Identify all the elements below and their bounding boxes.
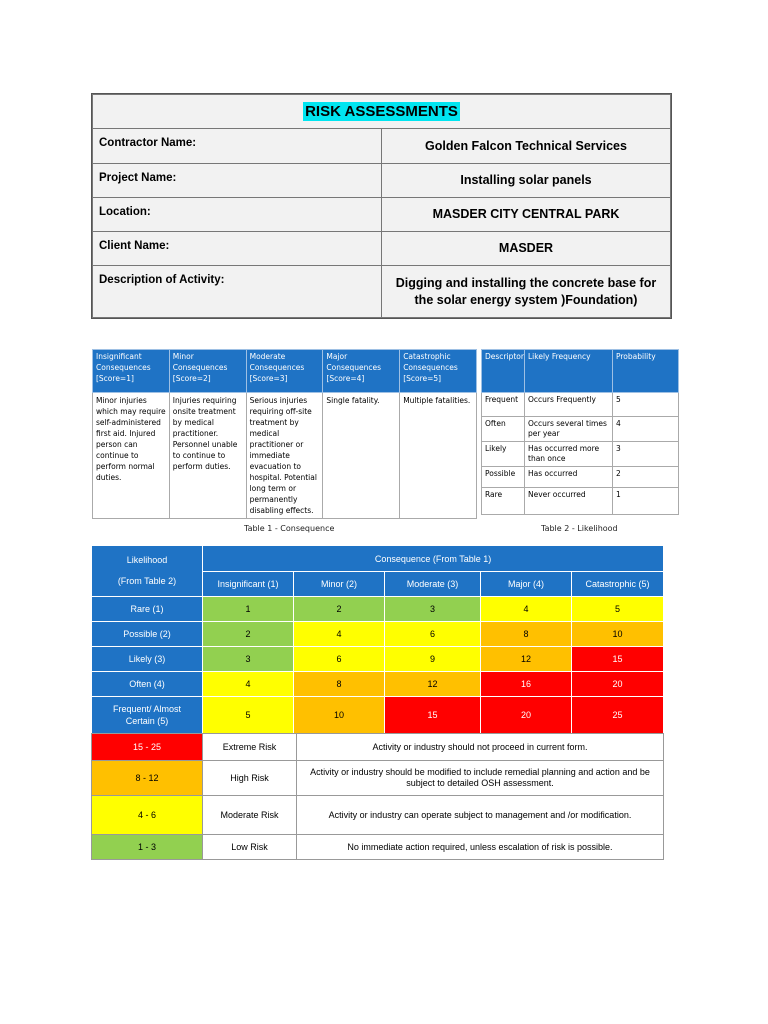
descriptor-cell: Likely (482, 442, 525, 467)
descriptor-cell: Possible (482, 467, 525, 488)
legend-action: No immediate action required, unless escalation of risk is possible. (297, 835, 664, 860)
legend-action: Activity or industry can operate subject to management and /or modification. (297, 796, 664, 835)
matrix-cell: 3 (385, 597, 481, 622)
frequency-cell: Never occurred (525, 488, 613, 515)
consequence-header: Minor Consequences [Score=2] (169, 350, 246, 393)
project-info-table (91, 93, 672, 319)
project-label: Project Name: (93, 164, 382, 198)
consequence-group-header: Consequence (From Table 1) (203, 546, 664, 572)
consequence-header: Insignificant Consequences [Score=1] (93, 350, 170, 393)
likelihood-row (482, 393, 679, 417)
frequency-cell: Has occurred more than once (525, 442, 613, 467)
matrix-column-header: Major (4) (481, 572, 572, 597)
probability-cell: 4 (613, 417, 679, 442)
consequence-caption: Table 1 - Consequence (244, 524, 335, 533)
descriptor-cell: Rare (482, 488, 525, 515)
descriptor-cell: Often (482, 417, 525, 442)
frequency-cell: Occurs Frequently (525, 393, 613, 417)
likelihood-header: Descriptor (482, 350, 525, 393)
descriptor-cell: Frequent (482, 393, 525, 417)
matrix-cell: 10 (572, 622, 664, 647)
legend-range: 1 - 3 (92, 835, 203, 860)
matrix-cell: 15 (385, 697, 481, 734)
matrix-column-header: Moderate (3) (385, 572, 481, 597)
matrix-cell: 6 (385, 622, 481, 647)
probability-cell: 2 (613, 467, 679, 488)
matrix-cell: 12 (481, 647, 572, 672)
likelihood-header: Probability (613, 350, 679, 393)
matrix-row (92, 622, 664, 647)
likelihood-row (482, 417, 679, 442)
consequence-header: Moderate Consequences [Score=3] (246, 350, 323, 393)
likelihood-corner-header (92, 546, 203, 597)
likelihood-header: Likely Frequency (525, 350, 613, 393)
matrix-cell: 4 (294, 622, 385, 647)
location-value: MASDER CITY CENTRAL PARK (382, 198, 671, 232)
matrix-cell: 6 (294, 647, 385, 672)
legend-row (92, 761, 664, 796)
matrix-cell: 3 (203, 647, 294, 672)
legend-row (92, 734, 664, 761)
matrix-cell: 15 (572, 647, 664, 672)
matrix-row-label: Possible (2) (92, 622, 203, 647)
corner-line2: (From Table 2) (117, 576, 177, 586)
matrix-cell: 12 (385, 672, 481, 697)
matrix-row (92, 597, 664, 622)
consequence-header: Major Consequences [Score=4] (323, 350, 400, 393)
legend-action: Activity or industry should not proceed in current form. (297, 734, 664, 761)
legend-row (92, 835, 664, 860)
probability-cell: 1 (613, 488, 679, 515)
matrix-cell: 25 (572, 697, 664, 734)
likelihood-row (482, 442, 679, 467)
matrix-cell: 5 (203, 697, 294, 734)
matrix-column-header: Minor (2) (294, 572, 385, 597)
legend-level: Extreme Risk (203, 734, 297, 761)
consequence-cell: Single fatality. (323, 393, 400, 519)
matrix-column-header: Catastrophic (5) (572, 572, 664, 597)
matrix-cell: 10 (294, 697, 385, 734)
matrix-row-label: Likely (3) (92, 647, 203, 672)
consequence-cell: Minor injuries which may require self-administered first aid. Injured person can continue to perform normal duties. (93, 393, 170, 519)
legend-action: Activity or industry should be modified to include remedial planning and action and be subject to detailed OSH assessment. (297, 761, 664, 796)
matrix-cell: 16 (481, 672, 572, 697)
matrix-column-header: Insignificant (1) (203, 572, 294, 597)
consequence-cell: Injuries requiring onsite treatment by medical practitioner. Personnel unable to continue to perform duties. (169, 393, 246, 519)
matrix-cell: 4 (481, 597, 572, 622)
matrix-cell: 1 (203, 597, 294, 622)
page-title: RISK ASSESSMENTS (305, 103, 458, 120)
contractor-label: Contractor Name: (93, 129, 382, 164)
frequency-cell: Occurs several times per year (525, 417, 613, 442)
matrix-cell: 8 (481, 622, 572, 647)
consequence-header: Catastrophic Consequences [Score=5] (400, 350, 477, 393)
risk-legend-table (91, 733, 664, 860)
location-label: Location: (93, 198, 382, 232)
title-cell (93, 95, 671, 129)
corner-line1: Likelihood (126, 555, 168, 565)
probability-cell: 3 (613, 442, 679, 467)
description-value: Digging and installing the concrete base for the solar energy system )Foundation) (382, 266, 671, 318)
legend-row (92, 796, 664, 835)
legend-level: Moderate Risk (203, 796, 297, 835)
matrix-cell: 4 (203, 672, 294, 697)
matrix-row (92, 647, 664, 672)
consequence-cell: Serious injuries requiring off-site treatment by medical practitioner or immediate evacuation to hospital. Potential long term or permanently disabling effects. (246, 393, 323, 519)
matrix-row (92, 697, 664, 734)
client-label: Client Name: (93, 232, 382, 266)
matrix-row-label: Often (4) (92, 672, 203, 697)
legend-level: Low Risk (203, 835, 297, 860)
client-value: MASDER (382, 232, 671, 266)
likelihood-row (482, 488, 679, 515)
matrix-row-label: Rare (1) (92, 597, 203, 622)
legend-range: 15 - 25 (92, 734, 203, 761)
description-label: Description of Activity: (93, 266, 382, 318)
matrix-row (92, 672, 664, 697)
matrix-cell: 2 (294, 597, 385, 622)
legend-range: 4 - 6 (92, 796, 203, 835)
matrix-cell: 9 (385, 647, 481, 672)
contractor-value: Golden Falcon Technical Services (382, 129, 671, 164)
matrix-cell: 5 (572, 597, 664, 622)
legend-range: 8 - 12 (92, 761, 203, 796)
matrix-cell: 8 (294, 672, 385, 697)
matrix-cell: 20 (481, 697, 572, 734)
project-value: Installing solar panels (382, 164, 671, 198)
frequency-cell: Has occurred (525, 467, 613, 488)
matrix-cell: 2 (203, 622, 294, 647)
likelihood-row (482, 467, 679, 488)
consequence-cell: Multiple fatalities. (400, 393, 477, 519)
likelihood-caption: Table 2 - Likelihood (541, 524, 618, 533)
matrix-cell: 20 (572, 672, 664, 697)
consequence-table (92, 349, 477, 519)
legend-level: High Risk (203, 761, 297, 796)
risk-matrix (91, 545, 664, 734)
likelihood-table (481, 349, 679, 515)
matrix-row-label: Frequent/ Almost Certain (5) (92, 697, 203, 734)
probability-cell: 5 (613, 393, 679, 417)
